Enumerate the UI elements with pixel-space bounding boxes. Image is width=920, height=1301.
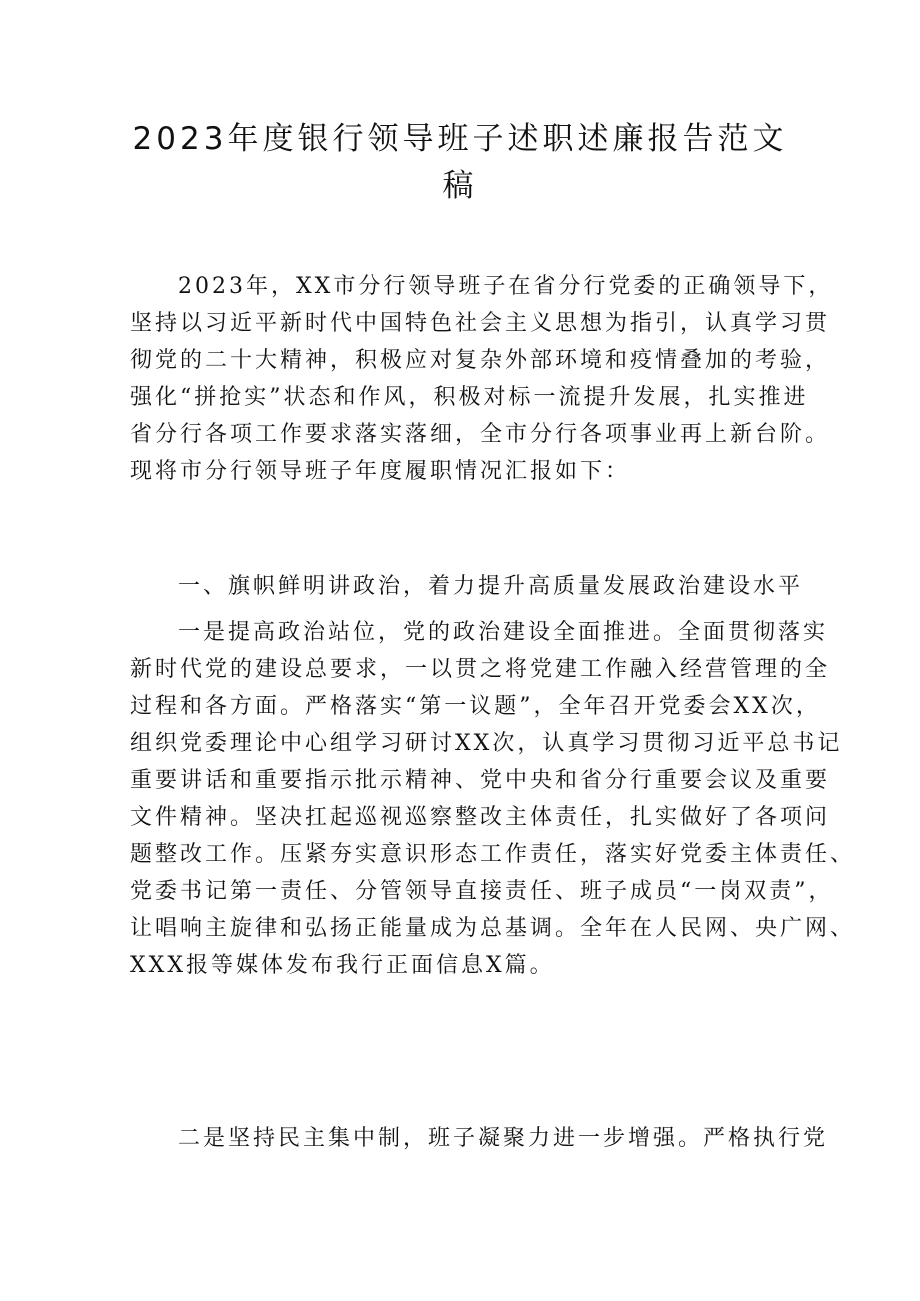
paragraph-line: 题整改工作。压紧夯实意识形态工作责任，落实好党委主体责任、: [130, 842, 856, 867]
paragraph-line: 重要讲话和重要指示批示精神、党中央和省分行重要会议及重要: [130, 768, 831, 793]
document-title-line-1: 2023年度银行领导班子述职述廉报告范文: [132, 121, 788, 157]
paragraph-line: 党委书记第一责任、分管领导直接责任、班子成员“一岗双责”，: [130, 879, 834, 904]
paragraph-democratic-centralism: [130, 1120, 829, 1157]
paragraph-line: XXX报等媒体发布我行正面信息X篇。: [130, 953, 555, 978]
paragraph-line: 文件精神。坚决扛起巡视巡察整改主体责任，扎实做好了各项问: [130, 805, 831, 830]
paragraph-line: 新时代党的建设总要求，一以贯之将党建工作融入经营管理的全: [130, 657, 831, 682]
paragraph-line: 现将市分行领导班子年度履职情况汇报如下：: [130, 459, 631, 484]
paragraph-line: 二是坚持民主集中制，班子凝聚力进一步增强。严格执行党: [178, 1126, 829, 1151]
section-heading-1: [130, 568, 804, 605]
paragraph-line: 彻党的二十大精神，积极应对复杂外部环境和疫情叠加的考验，: [130, 348, 831, 373]
paragraph-intro: [130, 268, 834, 490]
document-title-line-2: 稿: [442, 168, 478, 204]
paragraph-line: 省分行各项工作要求落实落细，全市分行各项事业再上新台阶。: [130, 422, 831, 447]
paragraph-political-stance: [130, 614, 856, 984]
section-heading-line: 一、旗帜鲜明讲政治，着力提升高质量发展政治建设水平: [178, 574, 804, 599]
paragraph-line: 让唱响主旋律和弘扬正能量成为总基调。全年在人民网、央广网、: [130, 916, 856, 941]
paragraph-line: 一是提高政治站位，党的政治建设全面推进。全面贯彻落实: [178, 620, 829, 645]
paragraph-line: 强化“拼抢实”状态和作风，积极对标一流提升发展，扎实推进: [130, 385, 809, 410]
paragraph-line: 组织党委理论中心组学习研讨XX次，认真学习贯彻习近平总书记: [130, 731, 843, 756]
paragraph-line: 坚持以习近平新时代中国特色社会主义思想为指引，认真学习贯: [130, 311, 831, 336]
paragraph-line: 过程和各方面。严格落实“第一议题”，全年召开党委会XX次，: [130, 694, 821, 719]
paragraph-line: 2023年，XX市分行领导班子在省分行党委的正确领导下，: [178, 274, 834, 299]
